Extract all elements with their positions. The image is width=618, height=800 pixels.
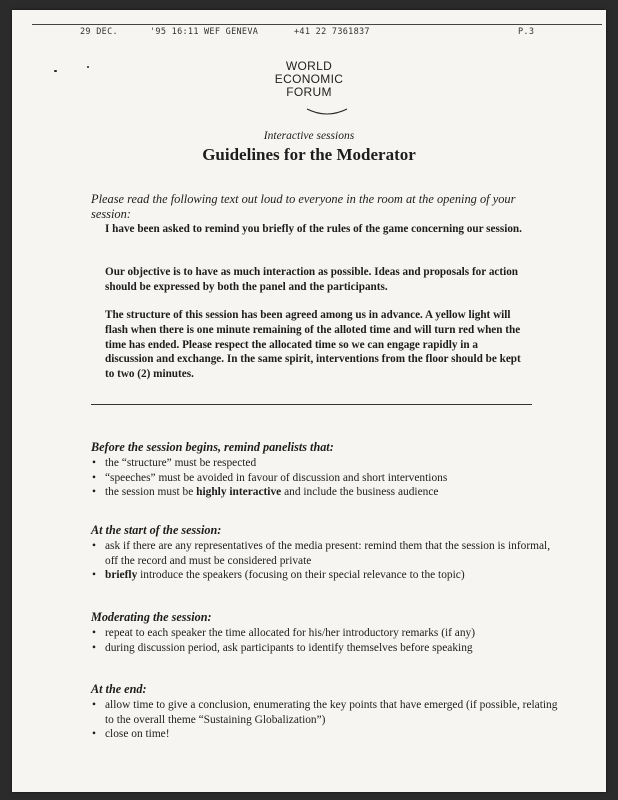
divider-line [91, 404, 532, 405]
script-paragraph-1: I have been asked to remind you briefly of the rules of the game concerning our session. [105, 223, 522, 235]
bullet-list [91, 539, 561, 583]
list-item: • the “structure” must be respected [92, 457, 257, 469]
list-item: • ask if there are any representatives of the media present: remind them that the session is informal, off the record and must be considered private [92, 540, 551, 567]
logo-line-2: ECONOMIC [274, 72, 344, 86]
fax-header [32, 24, 602, 37]
fax-time: '95 16:11 [150, 27, 199, 37]
section-start-of-session [91, 523, 561, 583]
logo-line-1: WORLD [285, 59, 333, 73]
list-item: • during discussion period, ask participants to identify themselves before speaking [92, 641, 473, 654]
section-heading: Before the session begins, remind panelists that: [91, 440, 334, 454]
logo-swoosh-icon [305, 107, 349, 117]
script-paragraph-3: The structure of this session has been agreed among us in advance. A yellow light will flash when there is one minute remaining of the alloted time and will turn red when the time has ended. Please respect the allocated time so we can engage rapidly in a discussion and exchange. In the same spirit, interventions from the floor should be kept to two (2) minutes. [105, 309, 521, 381]
fax-page-number: P.3 [518, 27, 535, 37]
document-page [12, 10, 606, 792]
bullet-list [91, 456, 561, 500]
logo-line-3: FORUM [286, 85, 332, 99]
page-title: Guidelines for the Moderator [202, 145, 416, 164]
section-heading: At the end: [91, 682, 147, 696]
script-paragraph-2: Our objective is to have as much interaction as possible. Ideas and proposals for action should be expressed by both the panel and the participants. [105, 266, 519, 293]
section-heading: Moderating the session: [91, 610, 212, 624]
list-item: • “speeches” must be avoided in favour of discussion and short interventions [92, 471, 448, 484]
list-item: • repeat to each speaker the time allocated for his/her introductory remarks (if any) [92, 627, 476, 639]
list-item: • close on time! [92, 728, 170, 741]
fax-sender: WEF GENEVA [204, 27, 259, 37]
bullet-list [91, 698, 561, 742]
bullet-list [91, 626, 561, 655]
list-item: • allow time to give a conclusion, enumerating the key points that have emerged (if possible, relating to the overall theme “Sustaining Globalization”) [92, 699, 558, 726]
page-subtitle: Interactive sessions [263, 130, 355, 142]
fax-phone: +41 22 7361837 [294, 27, 370, 37]
list-item: • the session must be highly interactive and include the business audience [92, 486, 439, 499]
intro-instruction: Please read the following text out loud to everyone in the room at the opening of your session: [91, 192, 516, 221]
fax-date: 29 DEC. [80, 27, 118, 37]
wef-logo [12, 60, 606, 99]
section-heading: At the start of the session: [91, 523, 222, 537]
section-at-the-end [91, 682, 561, 742]
list-item: • briefly introduce the speakers (focusing on their special relevance to the topic) [92, 569, 465, 582]
section-moderating [91, 610, 561, 655]
section-before-session [91, 440, 561, 500]
